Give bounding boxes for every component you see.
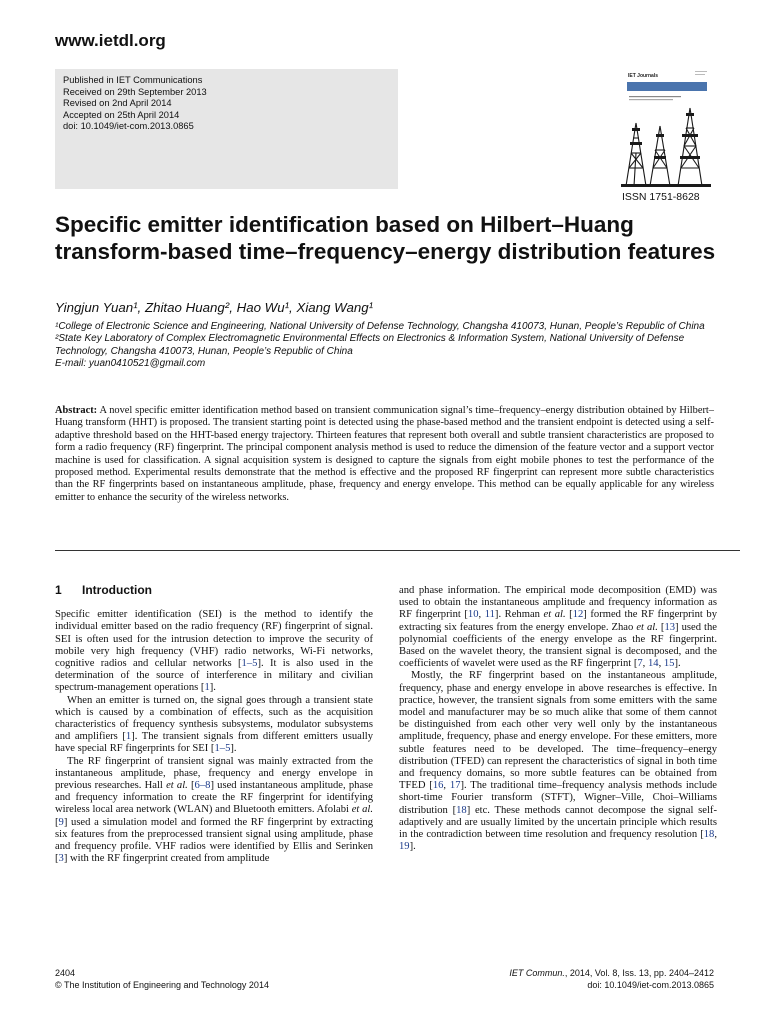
paragraph: Specific emitter identification (SEI) is the method to identify the individual emitter based on the radio frequency (RF) fingerprint of signal. SEI is often used for the intrusion detection to improve the security of mobile very high frequency (VHF) radio networks, Wi-Fi networks, cognitive radios and cellular networks [1–5]. It is also used in the determination of the source of interference in military and civilian spectrum-management operations [1].	[55, 609, 373, 694]
left-column	[55, 584, 373, 865]
email[interactable]: E-mail: yuan0410521@gmail.com	[55, 358, 206, 370]
section-heading	[55, 584, 373, 596]
affiliation-1: ¹College of Electronic Science and Engineering, National University of Defense Technology, Changsha 410073, Hunan, People’s Republic of China	[55, 321, 705, 332]
journal-citation	[509, 968, 714, 980]
italic-text: et al.	[543, 609, 566, 621]
italic-text: et al.	[351, 804, 373, 816]
citation-link[interactable]: 6–8	[194, 780, 211, 792]
citation-link[interactable]: 19	[399, 841, 410, 853]
paragraph: and phase information. The empirical mode decomposition (EMD) was used to obtain the instantaneous amplitude and frequency information as RF fingerprint [10, 11]. Rehman et al. [12] formed the RF fingerprint by extracting six features from the energy envelope. Zhao et al. [13] used the polynomial coefficients of the energy envelope as the RF fingerprint. Based on the wavelet theory, the transient signal is decomposed, and the coefficients of wavelet were used as the RF fingerprint [7, 14, 15].	[399, 585, 717, 670]
paragraph: Mostly, the RF fingerprint based on the instantaneous amplitude, frequency, phase and energy envelope in above researches is effective. In practice, however, the transient signals from some emitters with the same model and manufacturer may be so much alike that some of them cannot be distinguished from each other very well only by the instantaneous amplitude, frequency, phase and energy envelope. For these emitters, more subtle features need to be developed. The time–frequency–energy distribution (TFED) can represent the characteristics of signal in both time and frequency domains, so more subtle features can be obtained from TFED [16, 17]. The traditional time–frequency analysis methods include short-time Fourier transform (STFT), Wigner–Ville, Choi–Williams distribution [18] etc. These methods cannot decompose the signal self-adaptively and are usually limited by the uncertain principle which results in the contradiction between time resolution and frequency resolution [18, 19].	[399, 670, 718, 853]
right-column	[399, 585, 717, 853]
publication-info-box	[55, 69, 398, 189]
published-line: Published in IET Communications	[63, 75, 203, 85]
site-url[interactable]: www.ietdl.org	[55, 31, 166, 50]
citation-link[interactable]: 10	[467, 609, 479, 621]
paragraph: When an emitter is turned on, the signal goes through a transient state which is caused by a combination of effects, such as the acquisition characteristics of frequency synthesis subsystems, modulator subsystems and amplifiers [1]. The transient signals from different emitters usually have special RF fingerprints for SEI [1–5].	[55, 694, 374, 755]
citation-link[interactable]: 7	[637, 658, 643, 670]
citation-link[interactable]: 16	[432, 780, 444, 792]
citation-link[interactable]: 18	[703, 829, 715, 841]
journal-cover-image	[620, 68, 714, 188]
journal-name: IET Commun.	[509, 968, 565, 978]
journal-volume: , 2014, Vol. 8, Iss. 13, pp. 2404–2412	[564, 968, 714, 978]
footer-right	[509, 968, 714, 991]
section-title: Introduction	[82, 583, 152, 597]
revised-line: Revised on 2nd April 2014	[63, 98, 172, 109]
paragraph: The RF fingerprint of transient signal was mainly extracted from the instantaneous amplitude, phase, frequency and energy envelope in previous researches. Hall et al. [6–8] used instantaneous amplitude, phase and frequency information to create the RF fingerprint for identifying wireless local area network (WLAN) and Bluetooth emitters. Afolabi et al. [9] used a simulation model and formed the RF fingerprint by extracting six features from the preprocessed transient signal using amplitude, phase and frequency profile. VHF radios were identified by Ellis and Serinken [3] with the RF fingerprint created from amplitude	[55, 755, 373, 865]
abstract-text: A novel specific emitter identification method based on transient communication signal’s time–frequency–energy distribution obtained by Hilbert–Huang transform (HHT) is proposed. The transient starting point is detected using the phase-based method and the transient endpoint is detected using a self-adaptive threshold based on the HHT-based energy trajectory. Thirteen features that represent both overall and subtle transient characteristics are proposed to form a radio frequency (RF) fingerprint. The principal component analysis method is used to reduce the dimension of the feature vector and a support vector machine is used for classification. A signal acquisition system is designed to capture the signals from eight mobile phones to test the performance of the proposed method. Experimental results demonstrate that the method is effective and the proposed RF fingerprint can represent more subtle characteristics than the RF fingerprints based on instantaneous amplitude, phase, frequency and energy envelope. This method can be equally applicable for any wireless emitter to enhance the security of the wireless networks.	[55, 405, 715, 503]
citation-link[interactable]: 13	[664, 621, 676, 633]
citation-link[interactable]: 17	[449, 780, 461, 792]
citation-link[interactable]: 9	[58, 816, 64, 828]
footer-doi[interactable]: doi: 10.1049/iet-com.2013.0865	[587, 979, 714, 990]
cover-brand: IET Journals	[628, 73, 659, 79]
citation-link[interactable]: 15	[663, 658, 675, 670]
citation-link[interactable]: 3	[58, 853, 64, 865]
affiliations	[55, 321, 725, 371]
issn: ISSN 1751-8628	[622, 191, 700, 203]
footer-left	[55, 968, 269, 991]
doi-line[interactable]: doi: 10.1049/iet-com.2013.0865	[63, 121, 194, 132]
copyright: © The Institution of Engineering and Technology 2014	[55, 979, 269, 990]
cover-illustration	[620, 68, 714, 188]
authors: Yingjun Yuan¹, Zhitao Huang², Hao Wu¹, Xiang Wang¹	[55, 300, 374, 315]
received-line: Received on 29th September 2013	[63, 86, 207, 97]
citation-link[interactable]: 1	[125, 731, 132, 743]
citation-link[interactable]: 18	[456, 804, 467, 816]
citation-link[interactable]: 1–5	[241, 658, 258, 670]
paper-title: Specific emitter identification based on Hilbert–Huang transform-based time–frequency–energy distribution features	[55, 212, 716, 264]
abstract	[55, 405, 714, 504]
accepted-line: Accepted on 25th April 2014	[63, 109, 180, 120]
italic-text: et al.	[166, 780, 188, 792]
abstract-label: Abstract:	[55, 405, 98, 416]
citation-link[interactable]: 12	[572, 609, 584, 621]
citation-link[interactable]: 11	[484, 609, 495, 621]
affiliation-2: ²State Key Laboratory of Complex Electromagnetic Environmental Effects on Electronics & Information System, National University of Defense Technology, Changsha 410073, Hunan, People’s Republic of China	[55, 333, 685, 357]
citation-link[interactable]: 1	[204, 682, 210, 694]
section-number: 1	[55, 583, 62, 597]
citation-link[interactable]: 14	[647, 658, 659, 670]
italic-text: et al.	[636, 621, 658, 633]
citation-link[interactable]: 1–5	[214, 743, 231, 755]
page-number: 2404	[55, 968, 76, 978]
divider	[55, 550, 740, 551]
